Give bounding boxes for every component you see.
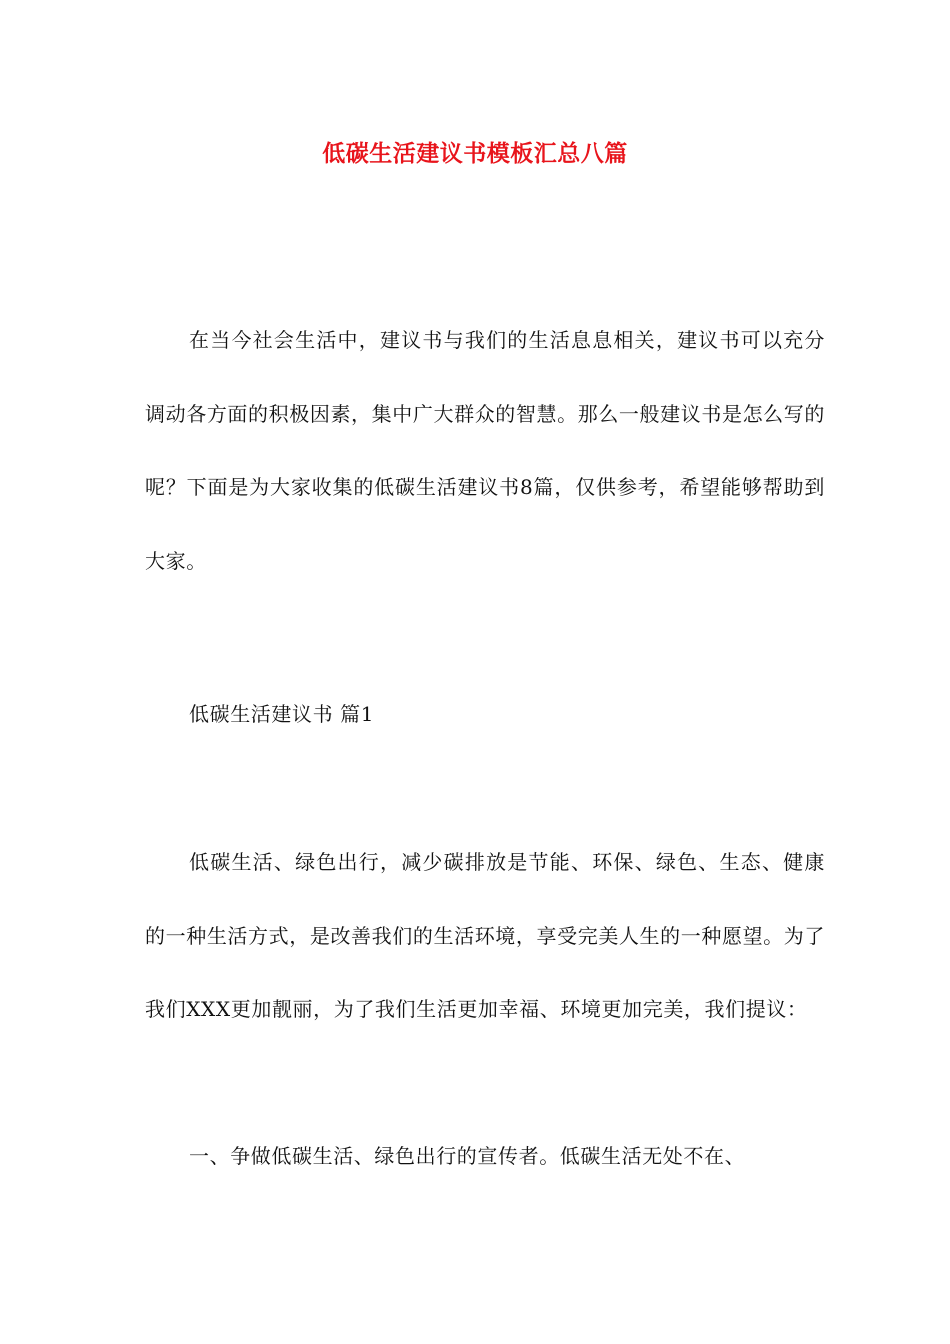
body-paragraph: 一、争做低碳生活、绿色出行的宣传者。低碳生活无处不在、 [189, 1144, 746, 1168]
section-heading: 低碳生活建议书 篇1 [189, 702, 375, 726]
intro-paragraph: 在当今社会生活中，建议书与我们的生活息息相关，建议书可以充分调动各方面的积极因素，集中广大群众的智慧。那么一般建议书是怎么写的呢？下面是为大家收集的低碳生活建议书8篇，仅供参考，希望能够帮助到大家。 [145, 328, 825, 573]
document-title: 低碳生活建议书模板汇总八篇 [322, 140, 628, 167]
body-paragraph: 低碳生活、绿色出行，减少碳排放是节能、环保、绿色、生态、健康的一种生活方式，是改善我们的生活环境，享受完美人生的一种愿望。为了我们XXX更加靓丽，为了我们生活更加幸福、环境更加完美，我们提议： [145, 850, 825, 1021]
